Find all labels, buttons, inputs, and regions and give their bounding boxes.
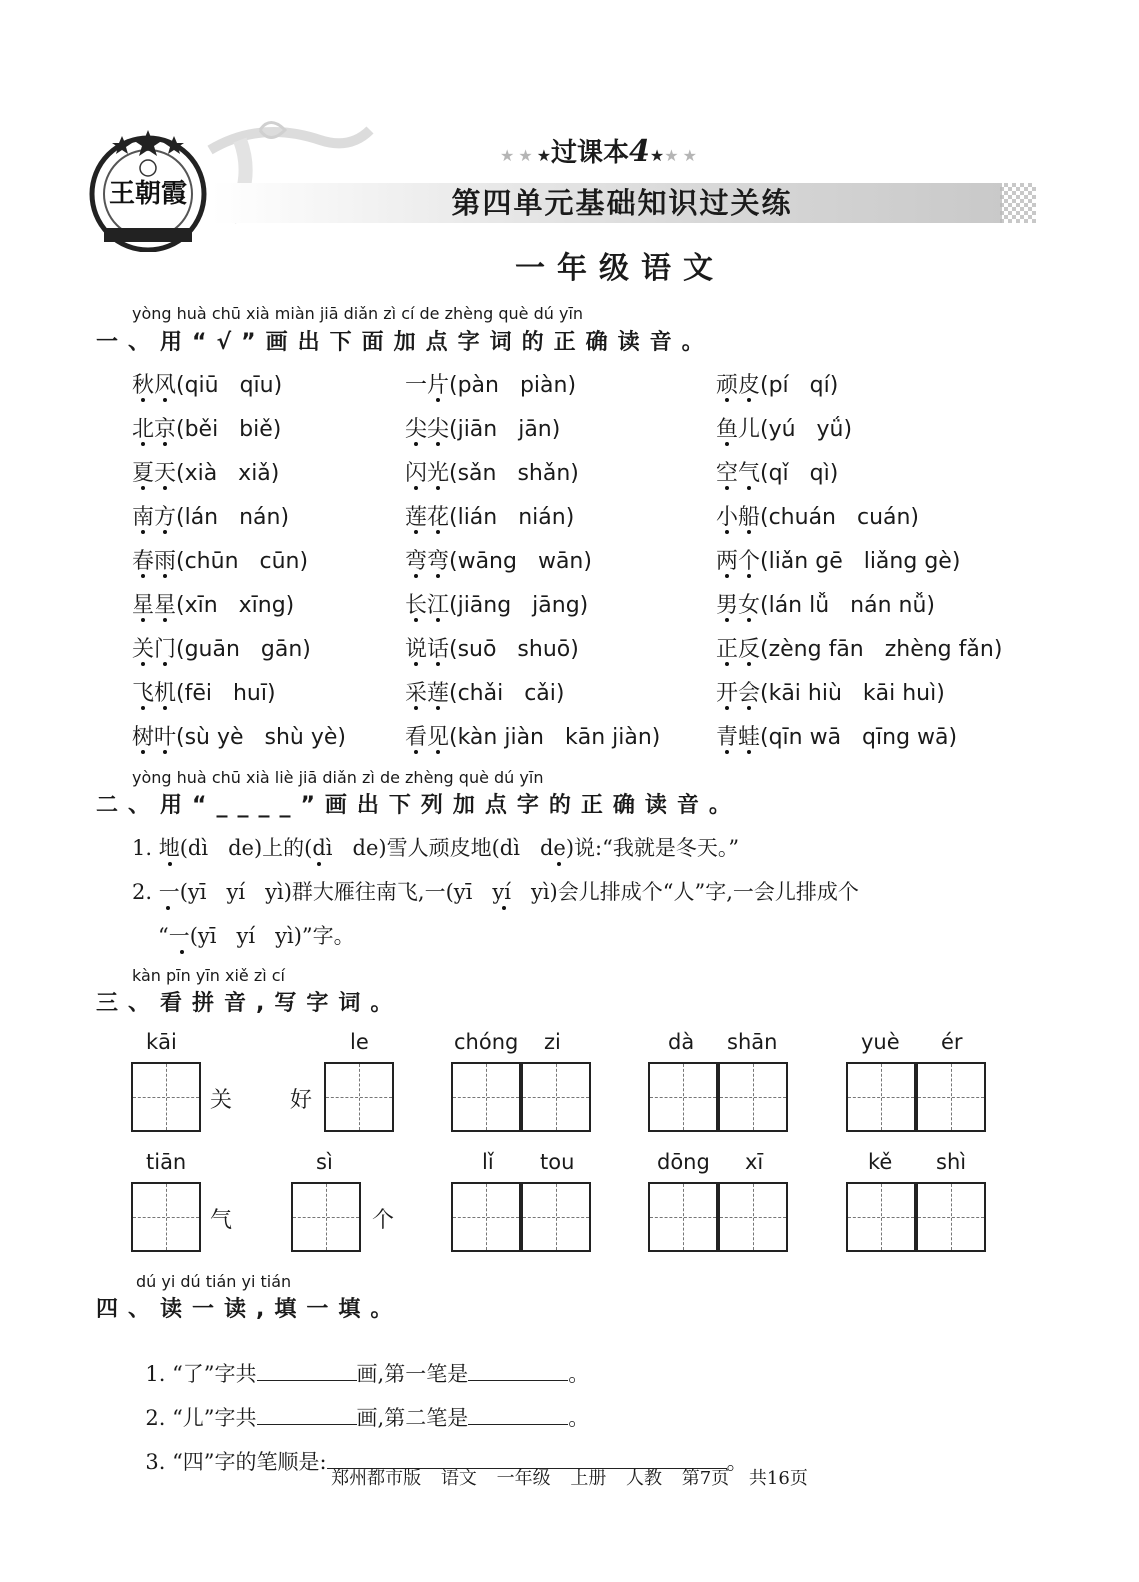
pinyin-label: ér <box>941 1030 963 1054</box>
emphasis-dot <box>414 486 418 490</box>
pinyin-label: kāi <box>146 1030 177 1054</box>
writing-box[interactable] <box>916 1062 986 1132</box>
pronunciation-item[interactable]: 男女(lán lǚ nán nǚ) <box>716 593 935 618</box>
emphasis-dot <box>414 750 418 754</box>
emphasis-dot <box>414 530 418 534</box>
emphasis-dot <box>141 442 145 446</box>
q3-text-c: 。 <box>726 1450 748 1474</box>
given-character: 气 <box>210 1208 233 1233</box>
emphasis-dot <box>317 862 321 866</box>
writing-box[interactable] <box>718 1182 788 1252</box>
section3-pinyin: kàn pīn yīn xiě zì cí <box>132 966 285 985</box>
emphasis-dot <box>141 750 145 754</box>
emphasis-dot <box>436 706 440 710</box>
emphasis-dot <box>163 574 167 578</box>
logo-text: 王朝霞 <box>108 179 188 209</box>
emphasis-dot <box>141 398 145 402</box>
q1-text-a: 1. “了”字共 <box>145 1362 257 1386</box>
section2-question-2-cont: “一(yī yí yì)”字。 <box>158 924 355 948</box>
emphasis-dot <box>436 442 440 446</box>
pinyin-label: tiān <box>146 1150 187 1174</box>
emphasis-dot <box>414 706 418 710</box>
emphasis-dot <box>168 862 172 866</box>
emphasis-dot <box>436 530 440 534</box>
emphasis-dot <box>725 706 729 710</box>
emphasis-dot <box>747 398 751 402</box>
pronunciation-item[interactable]: 鱼儿(yú yǘ) <box>716 417 853 442</box>
q2-text-b: 画,第二笔是 <box>356 1406 469 1430</box>
pronunciation-item[interactable]: 两个(liǎn gē liǎng gè) <box>716 549 961 574</box>
given-character: 好 <box>290 1088 313 1113</box>
page-subtitle: 一年级语文 <box>515 251 725 286</box>
pronunciation-item[interactable]: 青蛙(qīn wā qīng wā) <box>716 725 958 750</box>
q2-text-c: 。 <box>568 1406 590 1430</box>
emphasis-dot <box>163 750 167 754</box>
pronunciation-item[interactable]: 树叶(sù yè shù yè) <box>132 725 346 750</box>
emphasis-dot <box>557 862 561 866</box>
emphasis-dot <box>725 662 729 666</box>
series-label: ★★★过课本4★★★ <box>500 134 701 169</box>
emphasis-dot <box>141 706 145 710</box>
writing-box[interactable] <box>131 1062 201 1132</box>
writing-box[interactable] <box>324 1062 394 1132</box>
section2-heading: 二、用“____”画出下列加点字的正确读音。 <box>96 793 741 818</box>
emphasis-dot <box>747 706 751 710</box>
pronunciation-item[interactable]: 关门(guān gān) <box>132 637 311 662</box>
writing-box[interactable] <box>521 1062 591 1132</box>
pinyin-label: le <box>350 1030 369 1054</box>
pronunciation-item[interactable]: 莲花(lián nián) <box>405 505 575 530</box>
pronunciation-item[interactable]: 开会(kāi hiù kāi huì) <box>716 681 945 706</box>
pronunciation-item[interactable]: 夏天(xià xiǎ) <box>132 461 280 486</box>
emphasis-dot <box>725 574 729 578</box>
section3-heading: 三、看拼音,写字词。 <box>96 991 403 1016</box>
emphasis-dot <box>163 442 167 446</box>
emphasis-dot <box>436 486 440 490</box>
emphasis-dot <box>180 950 184 954</box>
emphasis-dot <box>436 662 440 666</box>
emphasis-dot <box>747 618 751 622</box>
q3-text-a: 3. “四”字的笔顺是: <box>145 1450 327 1474</box>
emphasis-dot <box>163 618 167 622</box>
pinyin-label: xī <box>745 1150 764 1174</box>
pinyin-label: sì <box>316 1150 333 1174</box>
writing-box[interactable] <box>718 1062 788 1132</box>
pronunciation-item[interactable]: 星星(xīn xīng) <box>132 593 295 618</box>
q1-text-b: 画,第一笔是 <box>356 1362 469 1386</box>
emphasis-dot <box>436 574 440 578</box>
pinyin-label: chóng <box>454 1030 519 1054</box>
pronunciation-item[interactable]: 闪光(sǎn shǎn) <box>405 461 579 486</box>
q2-text-a: 2. “儿”字共 <box>145 1406 257 1430</box>
pronunciation-item[interactable]: 看见(kàn jiàn kān jiàn) <box>405 725 661 750</box>
pronunciation-item[interactable]: 春雨(chūn cūn) <box>132 549 309 574</box>
emphasis-dot <box>163 706 167 710</box>
pronunciation-item[interactable]: 一片(pàn piàn) <box>405 373 577 398</box>
pinyin-label: yuè <box>861 1030 900 1054</box>
writing-box[interactable] <box>131 1182 201 1252</box>
pronunciation-item[interactable]: 南方(lán nán) <box>132 505 290 530</box>
writing-box[interactable] <box>846 1062 916 1132</box>
emphasis-dot <box>141 530 145 534</box>
writing-box[interactable] <box>648 1182 718 1252</box>
emphasis-dot <box>414 442 418 446</box>
emphasis-dot <box>747 530 751 534</box>
emphasis-dot <box>725 486 729 490</box>
emphasis-dot <box>141 662 145 666</box>
pronunciation-item[interactable]: 尖尖(jiān jān) <box>405 417 561 442</box>
section1-pinyin: yòng huà chū xià miàn jiā diǎn zì cí de zhèng què dú yīn <box>132 304 584 323</box>
page-footer: 郑州都市版 语文 一年级 上册 人教 第7页 共16页 <box>331 1468 808 1489</box>
pronunciation-item[interactable]: 弯弯(wāng wān) <box>405 549 592 574</box>
emphasis-dot <box>725 442 729 446</box>
pronunciation-item[interactable]: 北京(běi biě) <box>132 417 282 442</box>
section2-question-2: 2. 一(yī yí yì)群大雁往南飞,一(yī yí yì)会儿排成个“人”字,一会儿排成个 <box>132 880 859 904</box>
emphasis-dot <box>747 486 751 490</box>
emphasis-dot <box>163 530 167 534</box>
emphasis-dot <box>414 574 418 578</box>
emphasis-dot <box>436 750 440 754</box>
page-title: 第四单元基础知识过关练 <box>451 186 793 220</box>
emphasis-dot <box>436 398 440 402</box>
pronunciation-item[interactable]: 说话(suō shuō) <box>405 637 579 662</box>
emphasis-dot <box>141 486 145 490</box>
writing-box[interactable] <box>451 1062 521 1132</box>
writing-box[interactable] <box>291 1182 361 1252</box>
pronunciation-item[interactable]: 采莲(chǎi cǎi) <box>405 681 565 706</box>
given-character: 个 <box>372 1208 395 1233</box>
pinyin-label: dà <box>668 1030 695 1054</box>
section2-question-1: 1. 地(dì de)上的(dì de)雪人顽皮地(dì de)说:“我就是冬天。” <box>132 836 740 860</box>
logo <box>86 128 210 252</box>
emphasis-dot <box>414 662 418 666</box>
pronunciation-item[interactable]: 顽皮(pí qí) <box>716 373 839 398</box>
emphasis-dot <box>414 618 418 622</box>
section2-pinyin: yòng huà chū xià liè jiā diǎn zì de zhèng què dú yīn <box>132 768 544 787</box>
pinyin-label: shì <box>936 1150 967 1174</box>
writing-box[interactable] <box>451 1182 521 1252</box>
given-character: 关 <box>210 1088 233 1113</box>
emphasis-dot <box>747 662 751 666</box>
writing-box[interactable] <box>521 1182 591 1252</box>
q1-text-c: 。 <box>568 1362 590 1386</box>
section4-pinyin: dú yi dú tián yi tián <box>136 1272 292 1291</box>
pronunciation-item[interactable]: 正反(zèng fān zhèng fǎn) <box>716 637 1003 662</box>
emphasis-dot <box>725 530 729 534</box>
writing-box[interactable] <box>916 1182 986 1252</box>
emphasis-dot <box>725 618 729 622</box>
emphasis-dot <box>436 618 440 622</box>
emphasis-dot <box>725 398 729 402</box>
pinyin-label: zi <box>544 1030 561 1054</box>
section4-heading: 四、读一读,填一填。 <box>96 1297 403 1322</box>
writing-box[interactable] <box>648 1062 718 1132</box>
pronunciation-item[interactable]: 长江(jiāng jāng) <box>405 593 589 618</box>
emphasis-dot <box>141 574 145 578</box>
emphasis-dot <box>166 906 170 910</box>
emphasis-dot <box>163 662 167 666</box>
pronunciation-item[interactable]: 秋风(qiū qīu) <box>132 373 283 398</box>
emphasis-dot <box>163 398 167 402</box>
pinyin-label: tou <box>540 1150 575 1174</box>
emphasis-dot <box>141 618 145 622</box>
section1-heading: 一、用“√”画出下面加点字词的正确读音。 <box>96 330 714 355</box>
pronunciation-item[interactable]: 飞机(fēi huī) <box>132 681 276 706</box>
emphasis-dot <box>747 750 751 754</box>
emphasis-dot <box>502 906 506 910</box>
pronunciation-item[interactable]: 空气(qǐ qì) <box>716 461 839 486</box>
pinyin-label: kě <box>868 1150 893 1174</box>
pinyin-label: lǐ <box>482 1150 494 1174</box>
pronunciation-item[interactable]: 小船(chuán cuán) <box>716 505 920 530</box>
series-name: 过课本 <box>551 138 630 168</box>
pinyin-label: dōng <box>657 1150 710 1174</box>
writing-box[interactable] <box>846 1182 916 1252</box>
emphasis-dot <box>725 750 729 754</box>
emphasis-dot <box>163 486 167 490</box>
series-number: 4 <box>629 134 650 169</box>
emphasis-dot <box>747 574 751 578</box>
pinyin-label: shān <box>727 1030 778 1054</box>
